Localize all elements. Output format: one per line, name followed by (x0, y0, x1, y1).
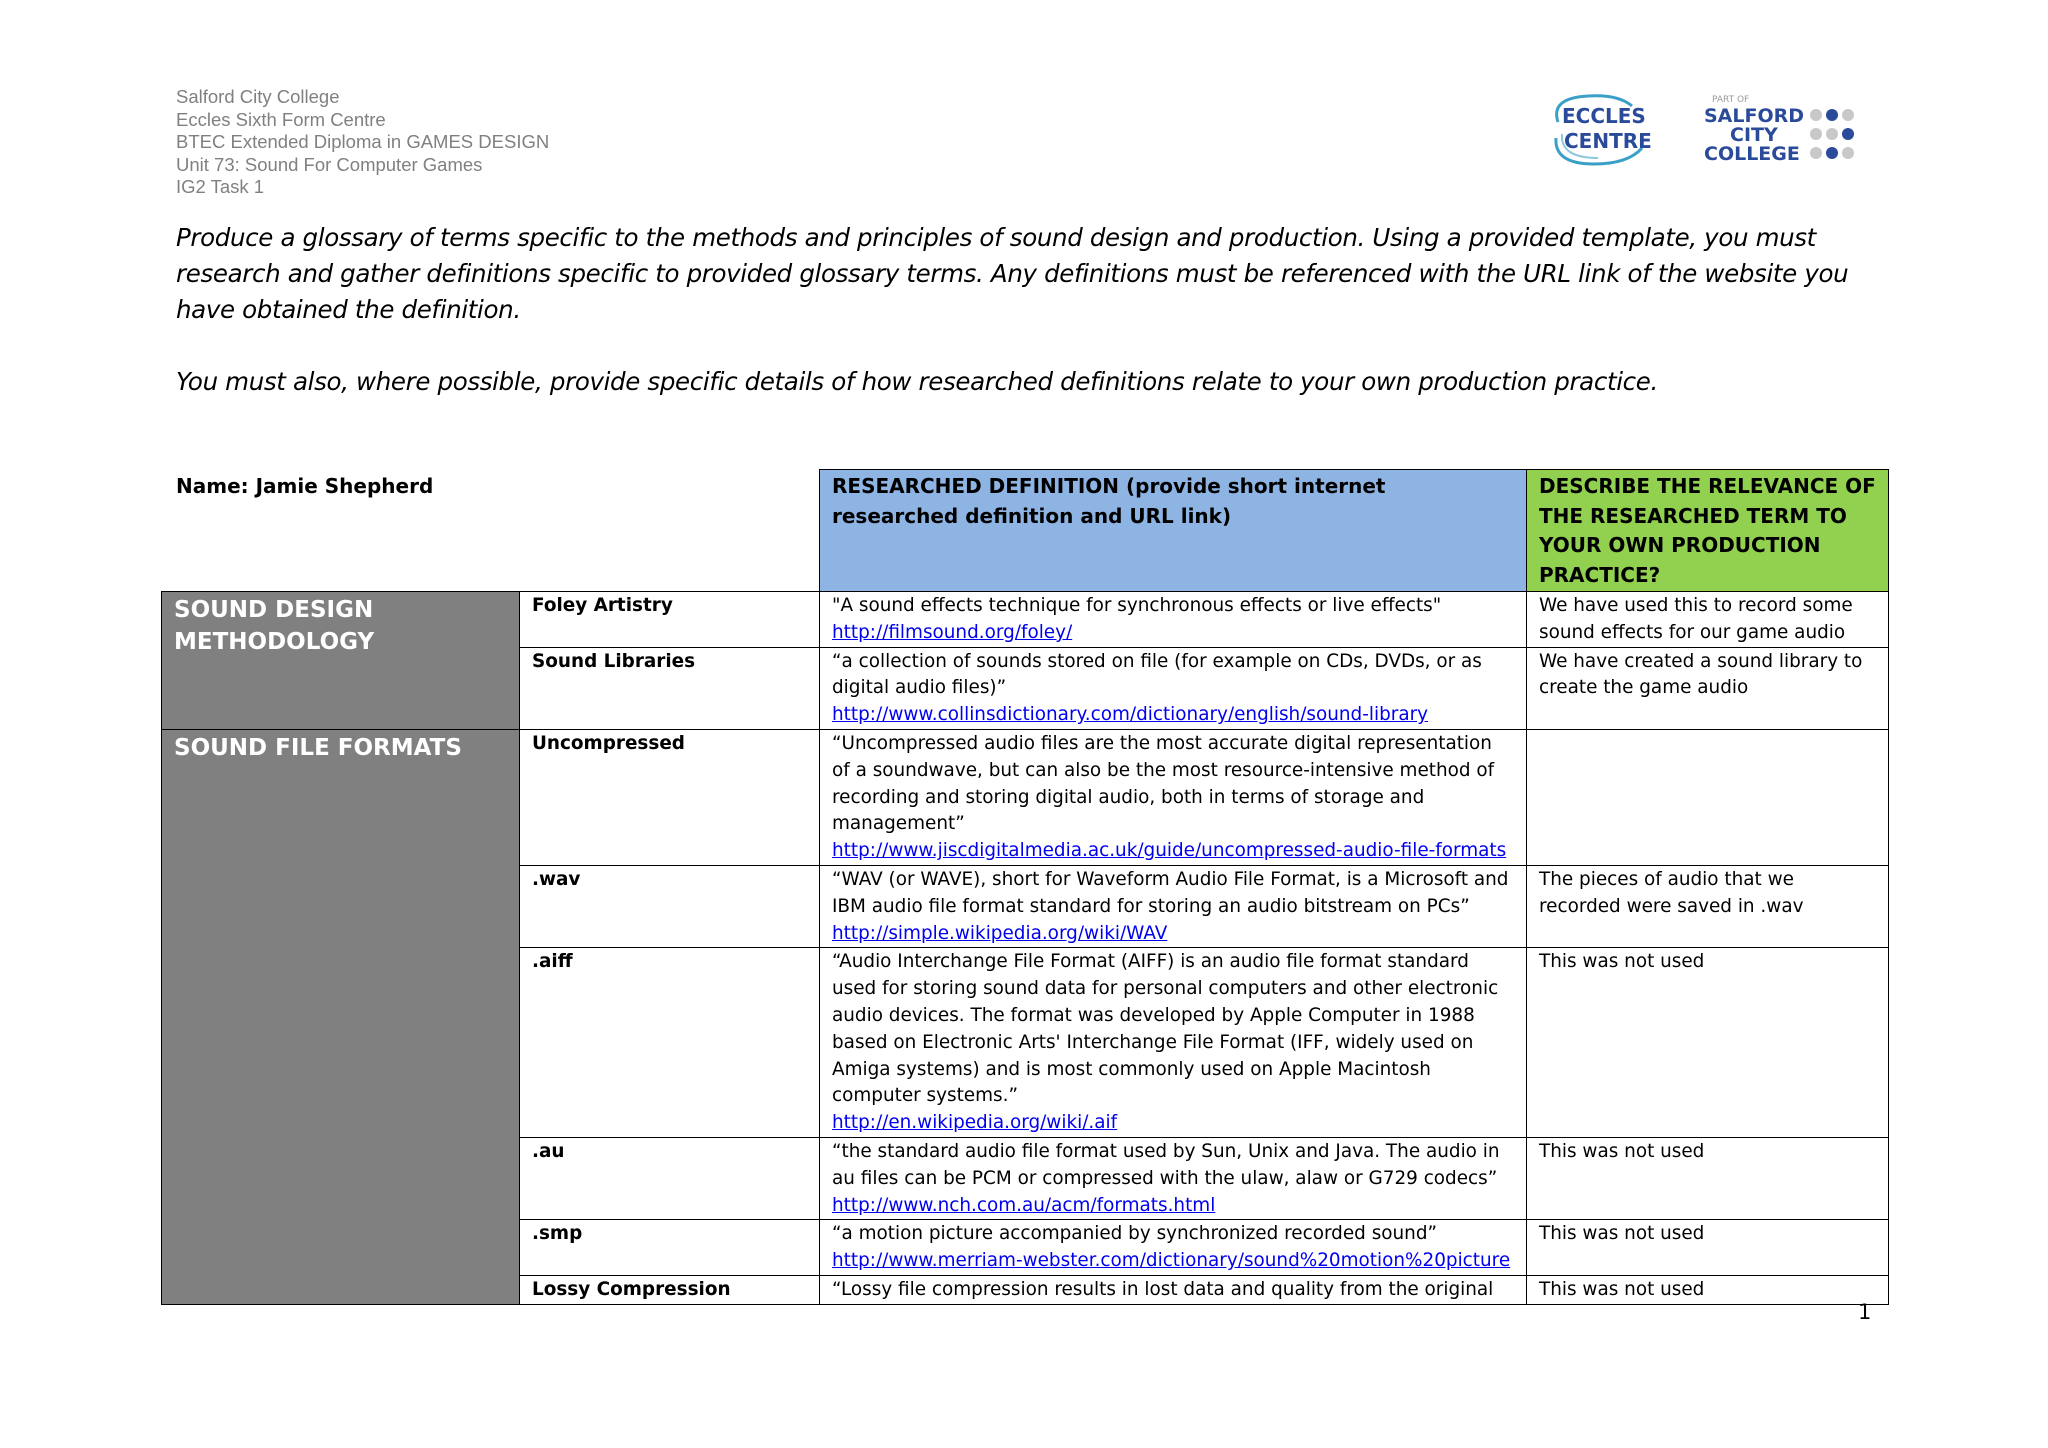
term-cell: .wav (520, 865, 820, 947)
header-line-unit: Unit 73: Sound For Computer Games (176, 153, 483, 175)
definition-cell (820, 1220, 1527, 1276)
definition-column-header: RESEARCHED DEFINITION (provide short internet researched definition and URL link) (820, 470, 1527, 592)
centre-logo-text: CENTRE (1564, 129, 1652, 153)
definition-url-link[interactable]: http://en.wikipedia.org/wiki/.aif (832, 1112, 1118, 1134)
definition-cell (820, 948, 1527, 1138)
term-cell: Foley Artistry (520, 592, 820, 648)
eccles-logo-text: ECCLES (1562, 104, 1646, 128)
definition-cell (820, 1275, 1527, 1304)
college-logo-text: COLLEGE (1704, 143, 1800, 165)
term-cell: .aiff (520, 948, 820, 1138)
definition-url-link[interactable]: http://www.jiscdigitalmedia.ac.uk/guide/uncompressed-audio-file-formats (832, 840, 1507, 862)
relevance-cell: This was not used (1527, 1220, 1889, 1276)
salford-city-college-logo (1704, 95, 1854, 165)
definition-text: “WAV (or WAVE), short for Waveform Audio File Format, is a Microsoft and IBM audio file format standard for storing an audio bitstream on PCs” (832, 868, 1509, 917)
header-line-task: IG2 Task 1 (176, 176, 265, 197)
definition-cell (820, 592, 1527, 648)
category-sound-file-formats: SOUND FILE FORMATS (162, 729, 520, 1304)
relevance-cell: This was not used (1527, 948, 1889, 1138)
definition-text: “the standard audio file format used by Sun, Unix and Java. The audio in au files can be PCM or compressed with the ulaw, alaw or G729 codecs” (832, 1140, 1500, 1189)
term-cell: Sound Libraries (520, 647, 820, 729)
definition-text: “Audio Interchange File Format (AIFF) is an audio file format standard used for storing sound data for personal computers and other electronic audio devices. The format was developed by Apple Computer in 1988 based on Electronic Arts' Interchange File Format (IFF, widely used on Amiga systems) and is most commonly used on Apple Macintosh computer systems.” (832, 951, 1499, 1107)
definition-text: “Lossy file compression results in lost data and quality from the original (832, 1278, 1494, 1300)
term-cell: Lossy Compression (520, 1275, 820, 1304)
definition-url-link[interactable]: http://filmsound.org/foley/ (832, 621, 1073, 643)
definition-cell (820, 647, 1527, 729)
definition-url-link[interactable]: http://simple.wikipedia.org/wiki/WAV (832, 922, 1168, 944)
college-logos-graphic (1548, 88, 1858, 170)
relevance-cell: The pieces of audio that we recorded were saved in .wav (1527, 865, 1889, 947)
instruction-paragraph-1: Produce a glossary of terms specific to the methods and principles of sound design and production. Using a provided template, you must research and gather definitions specific to provided glossary terms. Any definitions must be referenced with the URL link of the website you have obtained the definition. (176, 223, 1849, 324)
header-line-college: Salford City College (176, 86, 340, 107)
definition-url-link[interactable]: http://www.collinsdictionary.com/dictionary/english/sound-library (832, 704, 1429, 726)
instruction-paragraph-2: You must also, where possible, provide specific details of how researched definitions relate to your own production practice. (176, 367, 1658, 396)
page-number: 1 (1858, 1300, 1872, 1324)
relevance-cell: We have created a sound library to create the game audio (1527, 647, 1889, 729)
definition-url-link[interactable]: http://www.nch.com.au/acm/formats.html (832, 1194, 1216, 1216)
eccles-centre-logo (1556, 96, 1652, 164)
term-cell: Uncompressed (520, 729, 820, 865)
college-logos (1548, 88, 1858, 170)
definition-text: “a motion picture accompanied by synchronized recorded sound” (832, 1223, 1438, 1245)
relevance-cell: We have used this to record some sound effects for our game audio (1527, 592, 1889, 648)
student-name-label: Name: Jamie Shepherd (176, 474, 434, 498)
glossary-table (161, 469, 1889, 1305)
table-row (162, 592, 1889, 648)
definition-cell (820, 865, 1527, 947)
task-instructions (176, 220, 1876, 400)
table-row (162, 729, 1889, 865)
definition-text: "A sound effects technique for synchronous effects or live effects" (832, 595, 1442, 616)
relevance-column-header: DESCRIBE THE RELEVANCE OF THE RESEARCHED TERM TO YOUR OWN PRODUCTION PRACTICE? (1527, 470, 1889, 592)
category-sound-design-methodology: SOUND DESIGN METHODOLOGY (162, 592, 520, 730)
part-of-logo-text: PART OF (1712, 95, 1750, 105)
definition-url-link[interactable]: http://www.merriam-webster.com/dictionary/sound%20motion%20picture (832, 1250, 1511, 1272)
relevance-cell: This was not used (1527, 1275, 1889, 1304)
salford-logo-text: SALFORD (1704, 105, 1805, 127)
relevance-cell: This was not used (1527, 1137, 1889, 1219)
header-line-course: BTEC Extended Diploma in GAMES DESIGN (176, 131, 550, 152)
definition-cell (820, 1137, 1527, 1219)
term-cell: .au (520, 1137, 820, 1219)
definition-text: “a collection of sounds stored on file (for example on CDs, DVDs, or as digital audio files)” (832, 650, 1482, 699)
definition-cell (820, 729, 1527, 865)
city-logo-text: CITY (1730, 124, 1778, 146)
definition-text: “Uncompressed audio files are the most accurate digital representation of a soundwave, but can also be the most resource-intensive method of recording and storing digital audio, both in terms of storage and management” (832, 732, 1495, 835)
header-line-centre: Eccles Sixth Form Centre (176, 108, 386, 130)
term-cell: .smp (520, 1220, 820, 1276)
relevance-cell (1527, 729, 1889, 865)
document-header (176, 86, 549, 199)
